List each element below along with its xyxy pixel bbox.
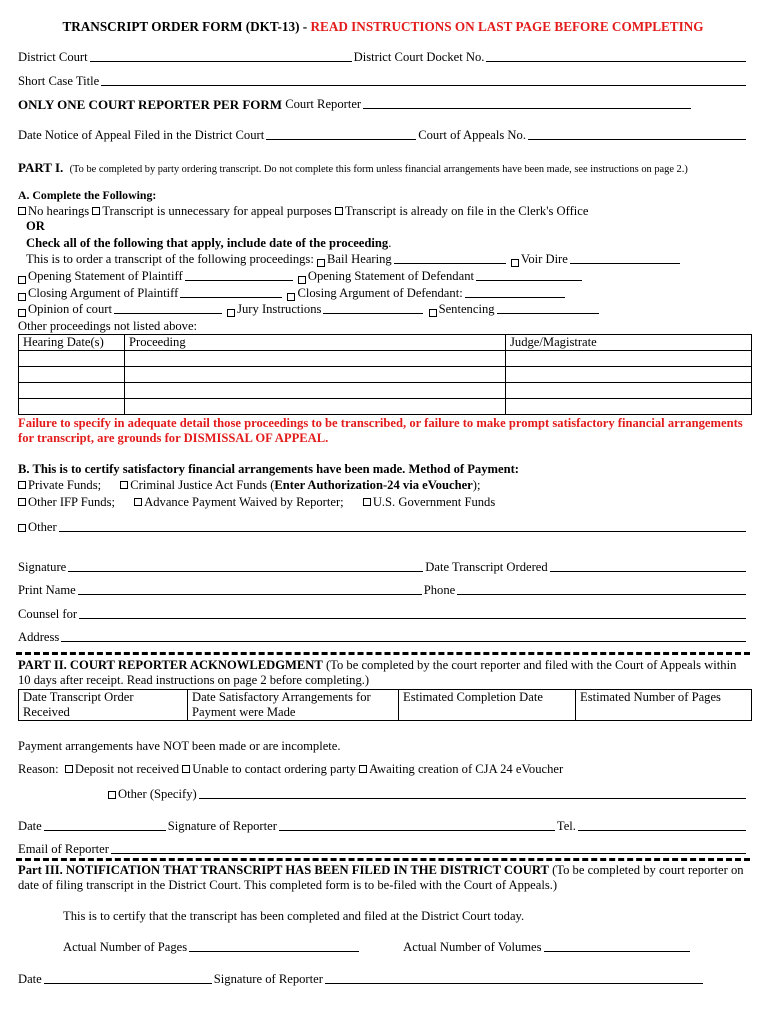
date-arrangements-cell[interactable]: Date Satisfactory Arrangements for Payment were Made xyxy=(188,690,399,721)
closing-defendant-checkbox[interactable] xyxy=(287,293,295,301)
print-name-row: Print Name Phone xyxy=(18,583,748,598)
actual-volumes-field[interactable] xyxy=(544,951,690,952)
instructions-warning: READ INSTRUCTIONS ON LAST PAGE BEFORE COMPLETING xyxy=(310,19,704,34)
opening-plaintiff-date[interactable] xyxy=(185,280,293,281)
court-reporter-field[interactable] xyxy=(363,108,691,109)
reporter-signature-field[interactable] xyxy=(279,830,555,831)
hearing-dates-header: Hearing Date(s) xyxy=(19,335,125,351)
unable-checkbox[interactable] xyxy=(182,765,190,773)
cja-checkbox[interactable] xyxy=(120,481,128,489)
proceedings-table xyxy=(18,334,752,415)
signature-field[interactable] xyxy=(68,571,423,572)
estimated-pages-cell[interactable]: Estimated Number of Pages xyxy=(576,690,752,721)
court-reporter-row: ONLY ONE COURT REPORTER PER FORM Court Reporter xyxy=(18,97,748,112)
other-payment-field[interactable] xyxy=(59,531,746,532)
reporter-date-field[interactable] xyxy=(44,830,166,831)
part1-intro: PART I. (To be completed by party ordering transcript. Do not complete this form unless financial arrangements have been made, see instructions on page 2.) xyxy=(18,160,688,175)
section-divider xyxy=(16,652,750,655)
bail-hearing-checkbox[interactable] xyxy=(317,259,325,267)
closing-plaintiff-date[interactable] xyxy=(180,297,282,298)
other-specify-field[interactable] xyxy=(199,798,746,799)
part3-date-field[interactable] xyxy=(44,983,212,984)
date-ordered-field[interactable] xyxy=(550,571,746,572)
failure-warning: Failure to specify in adequate detail those proceedings to be transcribed, or failure to make prompt satisfactory financial arrangements for transcript, are grounds for DISMISSAL OF APPEAL. xyxy=(18,416,743,445)
not-made-label: Payment arrangements have NOT been made or are incomplete. xyxy=(18,739,341,753)
sentencing-checkbox[interactable] xyxy=(429,309,437,317)
unnecessary-checkbox[interactable] xyxy=(92,207,100,215)
reporter-email-field[interactable] xyxy=(111,853,746,854)
form-title-text: TRANSCRIPT ORDER FORM (DKT-13) xyxy=(62,19,300,34)
part1-a-heading: A. Complete the Following: xyxy=(18,188,157,202)
other-specify-row: Other (Specify) xyxy=(108,787,748,802)
opening-plaintiff-checkbox[interactable] xyxy=(18,276,26,284)
or-label: OR xyxy=(26,219,45,233)
table-row xyxy=(19,367,752,383)
date-notice-field[interactable] xyxy=(266,139,416,140)
date-notice-row: Date Notice of Appeal Filed in the District Court Court of Appeals No. xyxy=(18,128,748,143)
reporter-table xyxy=(18,689,752,721)
section-divider xyxy=(16,858,750,861)
judge-header: Judge/Magistrate xyxy=(506,335,752,351)
certify-text: This is to certify that the transcript has been completed and filed at the District Court today. xyxy=(63,909,525,923)
other-payment-checkbox[interactable] xyxy=(18,524,26,532)
short-case-title-field[interactable] xyxy=(101,85,746,86)
docket-no-field[interactable] xyxy=(486,61,746,62)
no-transcript-options: No hearings Transcript is unnecessary for appeal purposes Transcript is already on file in the Clerk's Office xyxy=(18,204,748,219)
table-row xyxy=(19,383,752,399)
closing-defendant-date[interactable] xyxy=(465,297,565,298)
bail-hearing-date[interactable] xyxy=(394,263,506,264)
estimated-completion-cell[interactable]: Estimated Completion Date xyxy=(399,690,576,721)
district-court-row: District Court District Court Docket No. xyxy=(18,50,748,65)
form-title: TRANSCRIPT ORDER FORM (DKT-13) - READ INSTRUCTIONS ON LAST PAGE BEFORE COMPLETING xyxy=(62,19,704,34)
other-specify-checkbox[interactable] xyxy=(108,791,116,799)
closing-arguments-row: Closing Argument of Plaintiff Closing Argument of Defendant: xyxy=(18,286,748,301)
opinion-checkbox[interactable] xyxy=(18,309,26,317)
opening-defendant-date[interactable] xyxy=(476,280,582,281)
order-line: This is to order a transcript of the following proceedings: Bail Hearing Voir Dire xyxy=(26,252,748,267)
jury-instructions-checkbox[interactable] xyxy=(227,309,235,317)
address-field[interactable] xyxy=(61,641,746,642)
opinion-date[interactable] xyxy=(114,313,222,314)
other-proceedings-label: Other proceedings not listed above: xyxy=(18,319,198,333)
part3-signature-field[interactable] xyxy=(325,983,703,984)
proceeding-header: Proceeding xyxy=(125,335,506,351)
voir-dire-checkbox[interactable] xyxy=(511,259,519,267)
print-name-field[interactable] xyxy=(78,594,422,595)
table-row xyxy=(19,351,752,367)
us-gov-funds-checkbox[interactable] xyxy=(363,498,371,506)
check-all-heading: Check all of the following that apply, include date of the proceeding. xyxy=(26,236,392,250)
coa-no-field[interactable] xyxy=(528,139,746,140)
table-row xyxy=(19,399,752,415)
reporter-email-row: Email of Reporter xyxy=(18,842,748,857)
no-hearings-checkbox[interactable] xyxy=(18,207,26,215)
awaiting-checkbox[interactable] xyxy=(359,765,367,773)
counsel-row: Counsel for xyxy=(18,607,748,622)
district-court-field[interactable] xyxy=(90,61,352,62)
opinion-jury-sentencing-row: Opinion of court Jury Instructions Sentencing xyxy=(18,302,748,317)
short-case-title-row: Short Case Title xyxy=(18,74,748,89)
other-payment-row: Other xyxy=(18,520,748,535)
jury-instructions-date[interactable] xyxy=(323,313,423,314)
phone-field[interactable] xyxy=(457,594,746,595)
counsel-field[interactable] xyxy=(79,618,746,619)
payment-row-2: Other IFP Funds; Advance Payment Waived by Reporter; U.S. Government Funds xyxy=(18,495,748,510)
opening-defendant-checkbox[interactable] xyxy=(298,276,306,284)
part2-intro: PART II. COURT REPORTER ACKNOWLEDGMENT (To be completed by the court reporter and filed with the Court of Appeals within 10 days after receipt. Read instructions on page 2 before completing.) xyxy=(18,658,737,687)
actual-counts-row: Actual Number of Pages Actual Number of Volumes xyxy=(63,940,748,955)
sentencing-date[interactable] xyxy=(497,313,599,314)
signature-row: Signature Date Transcript Ordered xyxy=(18,560,748,575)
part3-intro: Part III. NOTIFICATION THAT TRANSCRIPT HAS BEEN FILED IN THE DISTRICT COURT (To be completed by court reporter on date of filing transcript in the District Court. This completed form is to be-filed with the Court of Appeals.) xyxy=(18,863,744,892)
address-row: Address xyxy=(18,630,748,645)
part3-signature-row: Date Signature of Reporter xyxy=(18,972,748,987)
voir-dire-date[interactable] xyxy=(570,263,680,264)
deposit-checkbox[interactable] xyxy=(65,765,73,773)
opening-statements-row: Opening Statement of Plaintiff Opening Statement of Defendant xyxy=(18,269,748,284)
payment-row-1: Private Funds; Criminal Justice Act Funds (Enter Authorization-24 via eVoucher); xyxy=(18,478,748,493)
reporter-tel-field[interactable] xyxy=(578,830,746,831)
date-received-cell[interactable]: Date Transcript Order Received xyxy=(19,690,188,721)
advance-waived-checkbox[interactable] xyxy=(134,498,142,506)
on-file-checkbox[interactable] xyxy=(335,207,343,215)
payment-heading: B. This is to certify satisfactory financial arrangements have been made. Method of Payment: xyxy=(18,462,520,476)
private-funds-checkbox[interactable] xyxy=(18,481,26,489)
reason-row: Reason: Deposit not received Unable to contact ordering party Awaiting creation of CJA 24 eVoucher xyxy=(18,762,564,776)
table-header-row xyxy=(19,335,752,351)
ifp-funds-checkbox[interactable] xyxy=(18,498,26,506)
reporter-signature-row: Date Signature of Reporter Tel. xyxy=(18,819,748,834)
closing-plaintiff-checkbox[interactable] xyxy=(18,293,26,301)
actual-pages-field[interactable] xyxy=(189,951,359,952)
